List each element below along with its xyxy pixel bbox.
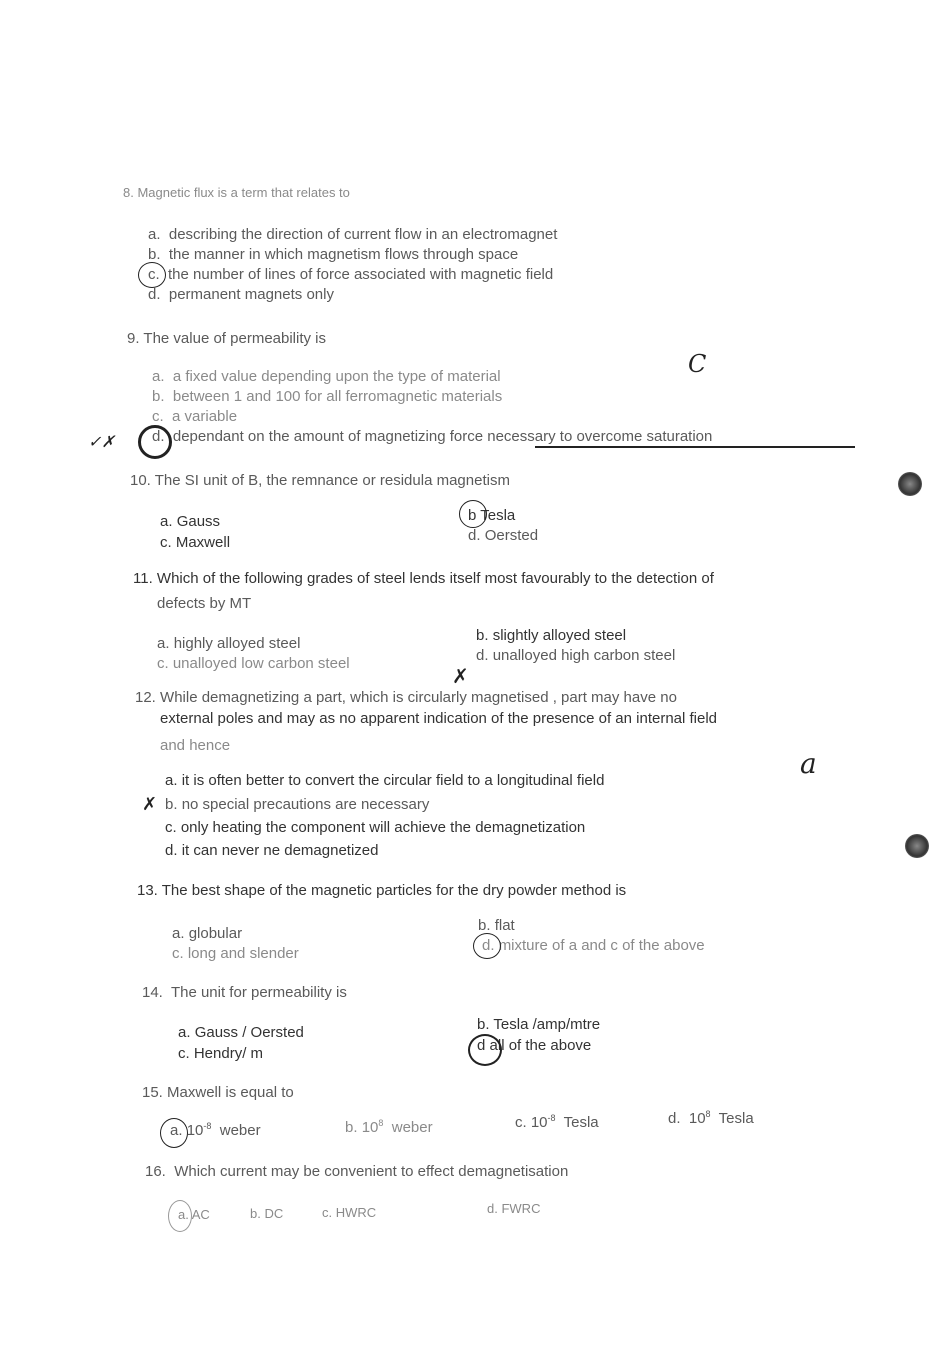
question-16: 16. Which current may be convenient to effect demagnetisation	[145, 1163, 569, 1180]
answer-circle-mark	[473, 933, 501, 959]
option: c. HWRC	[322, 1205, 377, 1220]
question-15: 15. Maxwell is equal to	[142, 1084, 294, 1101]
handwritten-underline	[535, 446, 855, 448]
option: d. permanent magnets only	[148, 286, 334, 303]
option: d. dependant on the amount of magnetizing force necessary to overcome saturation	[152, 428, 713, 445]
answer-circle-mark	[138, 262, 166, 288]
option: b. Tesla /amp/mtre	[477, 1016, 601, 1033]
answer-circle-mark	[138, 425, 172, 459]
question-11: 11. Which of the following grades of steel lends itself most favourably to the detection of	[133, 570, 714, 587]
option: c. $10^{-8}$ Tesla	[515, 1113, 599, 1131]
option: b. the manner in which magnetism flows through space	[148, 246, 519, 263]
option: a. a fixed value depending upon the type of material	[152, 368, 501, 385]
question-12-cont: external poles and may as no apparent indication of the presence of an internal field	[160, 710, 718, 727]
option: c. unalloyed low carbon steel	[157, 655, 350, 672]
option: c. Maxwell	[160, 534, 231, 551]
option: c. the number of lines of force associated with magnetic field	[148, 266, 554, 283]
answer-circle-mark	[160, 1118, 188, 1148]
option: c. only heating the component will achieve the demagnetization	[165, 819, 586, 836]
option: d all of the above	[477, 1037, 592, 1054]
question-11-cont: defects by MT	[157, 595, 252, 612]
handwritten-cross-mark: ✗	[142, 794, 158, 815]
question-10: 10. The SI unit of B, the remnance or residula magnetism	[130, 472, 510, 489]
handwritten-note: a	[800, 747, 817, 780]
option: d. unalloyed high carbon steel	[476, 647, 676, 664]
answer-circle-mark	[168, 1200, 192, 1232]
question-9: 9. The value of permeability is	[127, 330, 327, 347]
option: a. Gauss	[160, 513, 221, 530]
punch-hole	[905, 834, 929, 858]
option: d. mixture of a and c of the above	[482, 937, 705, 954]
option: b. slightly alloyed steel	[476, 627, 627, 644]
option: a. Gauss / Oersted	[178, 1024, 304, 1041]
option: a. highly alloyed steel	[157, 635, 301, 652]
option: a. $10^{-8}$ weber	[170, 1121, 261, 1139]
answer-circle-mark	[459, 500, 487, 528]
question-12-cont: and hence	[160, 737, 231, 754]
handwritten-tick-mark: ✓✗	[88, 432, 115, 451]
option: c. a variable	[152, 408, 238, 425]
handwritten-note: C	[688, 350, 707, 378]
punch-hole	[898, 472, 922, 496]
option: a. AC	[178, 1207, 210, 1222]
option: d. Oersted	[468, 527, 539, 544]
option: d. FWRC	[487, 1201, 541, 1216]
option: a. describing the direction of current flow in an electromagnet	[148, 226, 558, 243]
option: d. it can never ne demagnetized	[165, 842, 379, 859]
question-14: 14. The unit for permeability is	[142, 984, 347, 1001]
option: a. globular	[172, 925, 243, 942]
option: c. long and slender	[172, 945, 299, 962]
handwritten-cross-mark: ✗	[452, 664, 469, 688]
option: c. Hendry/ m	[178, 1045, 264, 1062]
option: b. no special precautions are necessary	[165, 796, 430, 813]
option: d. $10^8$ Tesla	[668, 1109, 754, 1127]
option: b. between 1 and 100 for all ferromagnetic materials	[152, 388, 503, 405]
question-13: 13. The best shape of the magnetic particles for the dry powder method is	[137, 882, 627, 899]
question-8: 8. Magnetic flux is a term that relates to	[123, 185, 350, 200]
option: b. DC	[250, 1206, 284, 1221]
option: a. it is often better to convert the circular field to a longitudinal field	[165, 772, 605, 789]
option: b Tesla	[468, 507, 516, 524]
question-12: 12. While demagnetizing a part, which is circularly magnetised , part may have no	[135, 689, 677, 706]
answer-circle-mark	[468, 1034, 502, 1066]
option: b. $10^8$ weber	[345, 1118, 433, 1136]
option: b. flat	[478, 917, 515, 934]
